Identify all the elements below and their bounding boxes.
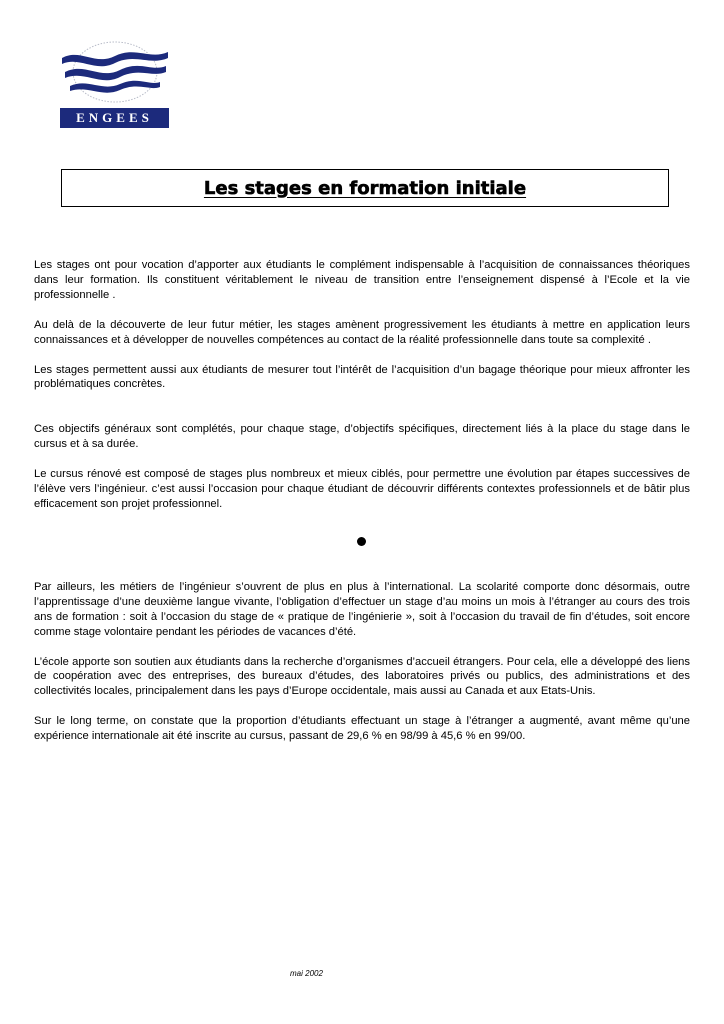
title-box (61, 169, 669, 207)
logo-text: ENGEES (60, 108, 169, 128)
paragraph: Sur le long terme, on constate que la proportion d’étudiants effectuant un stage à l’étranger a augmenté, avant même qu’une expérience internationale ait été inscrite au cursus, passant de 29,6 % en 98/99 à 45,6 % en 99/00. (34, 715, 690, 743)
bullet-separator (357, 537, 366, 546)
paragraph: Les stages ont pour vocation d’apporter aux étudiants le complément indispensable à l’acquisition de connaissances théoriques dans leur formation. Ils constituent véritablement le niveau de transition entre l’enseignement dispensé à l’Ecole et la vie professionnelle . (34, 259, 690, 301)
paragraph: L’école apporte son soutien aux étudiants dans la recherche d’organismes d’accueil étrangers. Pour cela, elle a développé des liens de coopération avec des entreprises, des bureaux d’études, des laboratoires privés ou publics, des administrations et des collectivités locales, principalement dans les pays d’Europe occidentale, mais aussi au Canada et aux Etats-Unis. (34, 655, 690, 698)
waves-icon (60, 38, 170, 108)
paragraph: Le cursus rénové est composé de stages plus nombreux et mieux ciblés, pour permettre une évolution par étapes successives de l’élève vers l’ingénieur. c’est aussi l’occasion pour chaque étudiant de découvrir différents contextes professionnels et de bâtir plus efficacement son projet professionnel. (34, 468, 690, 510)
footer-date: mai 2002 (290, 969, 323, 978)
paragraph: Par ailleurs, les métiers de l’ingénieur s’ouvrent de plus en plus à l’international. La scolarité comporte donc désormais, outre l’apprentissage d’une deuxième langue vivante, l’obligation d’effectuer un stage d’au moins un mois à l’étranger au cours des trois ans de formation : soit à l’occasion du stage de « pratique de l’ingénierie », soit à l’occasion du travail de fin d’études, soit encore comme stage volontaire pendant les périodes de vacances d’été. (34, 580, 690, 638)
paragraph: Les stages permettent aussi aux étudiants de mesurer tout l’intérêt de l’acquisition d’un bagage théorique pour mieux affronter les problématiques concrètes. (34, 363, 690, 391)
engees-logo (60, 38, 170, 128)
paragraph: Au delà de la découverte de leur futur métier, les stages amènent progressivement les étudiants à mettre en application leurs connaissances et à développer de nouvelles compétences au contact de la réalité professionnelle dans toute sa complexité . (34, 318, 690, 346)
body-text (34, 258, 690, 744)
page-title: Les stages en formation initiale (203, 177, 527, 199)
paragraph: Ces objectifs généraux sont complétés, pour chaque stage, d’objectifs spécifiques, directement liés à la place du stage dans le cursus et à sa durée. (34, 423, 690, 451)
